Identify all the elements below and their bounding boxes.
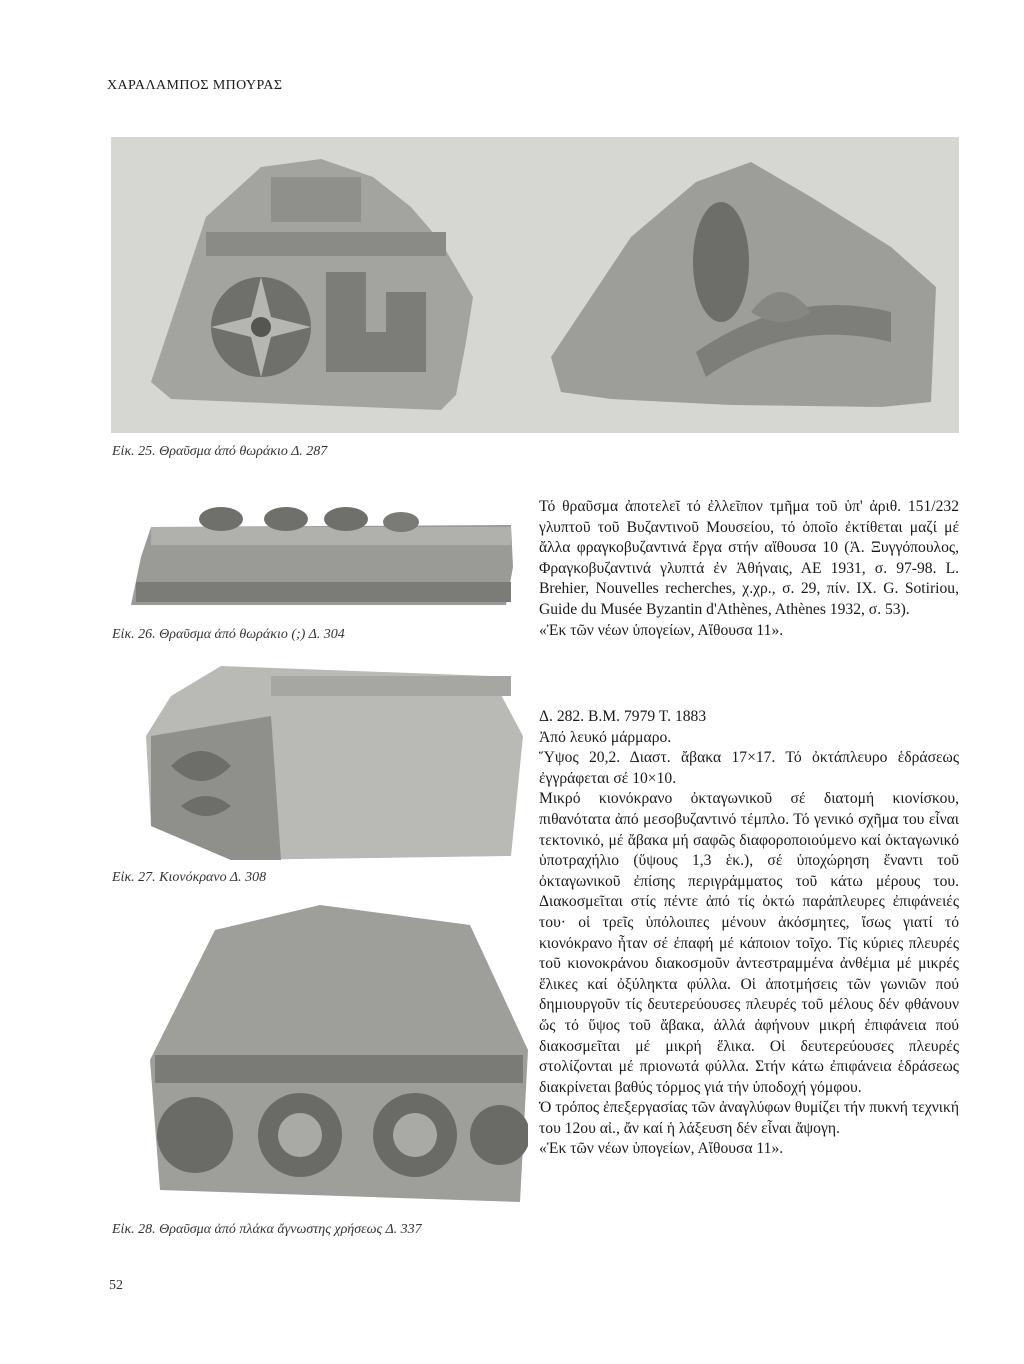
- paragraph: «Ἐκ τῶν νέων ὑπογείων, Αἴθουσα 11».: [539, 621, 784, 639]
- figure-25-caption: Εἰκ. 25. Θραῦσμα ἀπό θωράκιο Δ. 287: [112, 444, 328, 459]
- figure-27-caption: Εἰκ. 27. Κιονόκρανο Δ. 308: [112, 870, 267, 885]
- figure-28-photo: [140, 900, 528, 1202]
- provenance: «Ἐκ τῶν νέων ὑπογείων, Αἴθουσα 11».: [539, 1140, 784, 1158]
- catalogue-number: Δ. 282. Β.Μ. 7979 Τ. 1883: [539, 708, 707, 725]
- capital-image: [111, 656, 529, 860]
- figure-26-photo: [111, 497, 528, 615]
- material: Ἀπό λευκό μάρμαρο.: [539, 728, 672, 746]
- fragment-relief-image: [111, 137, 959, 433]
- paragraph: Τό θραῦσμα ἀποτελεῖ τό ἐλλεῖπον τμῆμα τοῦ ὑπ' ἀριθ. 151/232 γλυπτοῦ τοῦ Βυζαντινοῦ Μουσείου, τό ὁποῖο ἐκτίθεται μαζί μέ ἄλλα φραγκοβυζαντινά ἔργα στήν αἴθουσα 10 (Ἀ. Ξυγγόπουλος, Φραγκοβυζαντινά γλυπτά ἐν Ἀθήναις, ΑΕ 1931, σ. 97-98. L. Brehier, Nouvelles recherches, χ.χρ., σ. 29, πίν. IX. G. Sotiriou, Guide du Musée Byzantin d'Athènes, Athènes 1932, σ. 53).: [539, 498, 959, 618]
- dating: Ὁ τρόπος ἐπεξεργασίας τῶν ἀναγλύφων θυμίζει τήν πυκνή τεχνική του 12ου αἰ., ἄν καί ἡ λάξευση δέν εἶναι ἄψογη.: [539, 1099, 959, 1137]
- figure-26-caption: Εἰκ. 26. Θραῦσμα ἀπό θωράκιο (;) Δ. 304: [112, 627, 345, 642]
- figure-27-photo: [111, 656, 529, 860]
- description: Μικρό κιονόκρανο ὀκταγωνικοῦ σέ διατομή κιονίσκου, πιθανότατα ἀπό μεσοβυζαντινό τέμπλο. Τό γενικό σχῆμα του εἶναι τεκτονικό, μέ ἄβακα μή σαφῶς διαφοροποιούμενο καί ὀκταγωνικό ὑποτραχήλιο (ὕψους 1,3 ἑκ.), σέ ὑποχώρηση ἔναντι τοῦ ὀκταγωνικοῦ ἐπίσης περιγράμματος τοῦ κάτω μέρους του. Διακοσμεῖται στίς πέντε ἀπό τίς ὀκτώ παράπλευρες ἐπιφάνειές του· οἱ τρεῖς ὑπόλοιπες μένουν ἀκόσμητες, ἴσως γιατί τό κιονόκρανο ἦταν σέ ἐπαφή μέ κάποιον τοῖχο. Τίς κύριες πλευρές τοῦ κιονοκράνου διακοσμοῦν ἀντεστραμμένα ἀνθέμια μέ μικρές ἕλικες καί ὀξύληκτα φύλλα. Οἱ ἀποτμήσεις τῶν γωνιῶν πού δημιουργοῦν τίς δευτερεύουσες πλευρές τοῦ μέλους δέν φθάνουν ὥς τό ὕψος τοῦ ἄβακα, ἀλλά ἀφήνουν μικρή ἐπιφάνεια πού διακοσμεῖται μέ μικρή ἕλικα. Οἱ δευτερεύουσες πλευρές στολίζονται μέ πριονωτά φύλλα. Στήν κάτω ἐπιφάνεια ἑδράσεως διακρίνεται βαθύς τόρμος γιά τήν ὑποδοχή γόμφου.: [539, 790, 959, 1096]
- figure-25-photo: [111, 137, 959, 433]
- slab-fragment-image: [111, 497, 528, 615]
- text-block-2: [539, 707, 959, 1160]
- running-header: ΧΑΡΑΛΑΜΠΟΣ ΜΠΟΥΡΑΣ: [107, 78, 283, 93]
- text-block-1: [539, 497, 959, 641]
- plaque-fragment-image: [140, 900, 528, 1202]
- figure-28-caption: Εἰκ. 28. Θραῦσμα ἀπό πλάκα ἄγνωστης χρήσεως Δ. 337: [112, 1222, 422, 1237]
- dimensions: Ὕψος 20,2. Διαστ. ἄβακα 17×17. Τό ὀκτάπλευρο ἑδράσεως ἐγγράφεται σέ 10×10.: [539, 749, 959, 787]
- page-number: 52: [109, 1278, 123, 1293]
